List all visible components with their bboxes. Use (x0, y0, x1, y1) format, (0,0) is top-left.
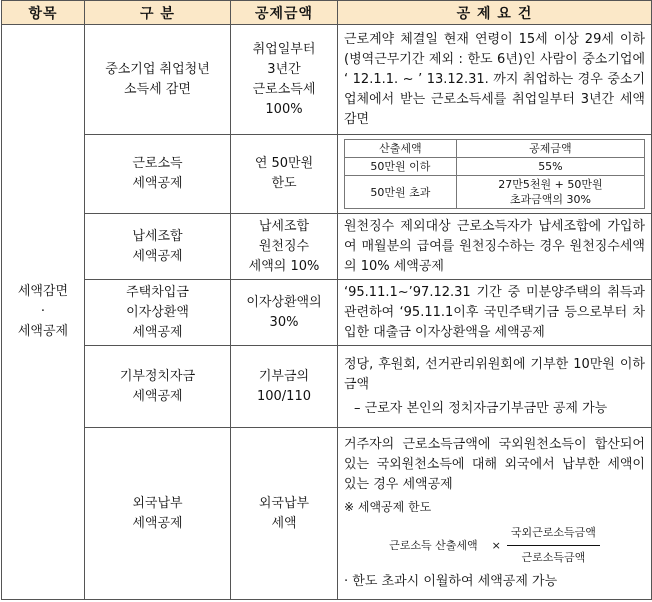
amount-line: 외국납부 (258, 495, 310, 511)
category-cell (85, 214, 231, 280)
subtable-cell (456, 176, 644, 209)
formula-denominator: 근로소득금액 (521, 551, 586, 564)
requirements-cell: ‘95.11.1~’97.12.31 기간 중 미분양주택의 취득과 관련하여 ‘95.11.1이후 국민주택기금 등으로부터 차입한 대출금 이자상환액을 세액공제 (338, 280, 652, 346)
amount-line: 한도 (271, 176, 297, 191)
category-line: 세액공제 (132, 515, 183, 531)
category-line: 세액공제 (132, 176, 183, 191)
subtable-header (345, 140, 645, 158)
category-cell (85, 280, 231, 346)
table-row (2, 135, 652, 214)
header-row (2, 1, 652, 25)
amount-line: 30% (269, 314, 299, 330)
category-line: 기부정치자금 (119, 368, 196, 384)
category-cell (85, 346, 231, 428)
amount-cell (231, 346, 338, 428)
amount-line: 취업일부터 (252, 41, 316, 57)
table-row (2, 346, 652, 428)
subtable-cell: 50만원 이하 (345, 158, 457, 176)
table-row (2, 280, 652, 346)
subtable-head-deduction: 공제금액 (456, 140, 644, 158)
requirements-text: 거주자의 근로소득금액에 국외원천소득이 합산되어 있는 국외원천소득에 대해 외국에서 납부한 세액이 있는 경우 세액공제 (344, 437, 645, 492)
subtable-head-tax: 산출세액 (345, 140, 457, 158)
tax-credit-table (1, 0, 652, 600)
requirements-cell: 원천징수 제외대상 근로소득자가 납세조합에 가입하여 매월분의 급여를 원천징수하는 경우 원천징수세액의 10% 세액공제 (338, 214, 652, 280)
table-row (2, 214, 652, 280)
requirements-cell: 근로계약 체결일 현재 연령이 15세 이상 29세 이하(병역근무기간 제외 : 한도 6년)인 사람이 중소기업에 ‘ 12.1.1. ~ ’ 13.12.31. 까지 취업하는 경우 중소기업체에서 받는 근로소득세를 취업일부터 3년간 세액감면 (338, 25, 652, 135)
amount-line: 세액 (271, 515, 297, 531)
formula-times: × (491, 538, 501, 552)
header-item: 항목 (2, 1, 85, 25)
subtable-cell: 55% (456, 158, 644, 176)
requirements-cell (338, 428, 652, 600)
category-line: 세액공제 (132, 388, 183, 404)
amount-cell (231, 214, 338, 280)
formula-numerator: 국외근로소득금액 (507, 523, 600, 546)
amount-cell (231, 428, 338, 600)
subtable-row (345, 176, 645, 209)
subtable-line: 초과금액의 30% (509, 193, 591, 206)
amount-line: 세액의 10% (248, 258, 320, 274)
subtable-row (345, 158, 645, 176)
limit-title: ※ 세액공제 한도 (344, 500, 432, 514)
requirements-note: – 근로자 본인의 정치자금기부금만 공제 가능 (354, 400, 608, 416)
table-row (2, 428, 652, 600)
table-row (2, 25, 652, 135)
amount-cell (231, 135, 338, 214)
category-line: 근로소득 (132, 156, 183, 171)
amount-line: 근로소득세 (252, 81, 316, 97)
category-line: 세액공제 (132, 324, 183, 340)
amount-line: 3년간 (267, 61, 301, 77)
amount-line: 기부금의 (258, 368, 310, 384)
category-line: 중소기업 취업청년 (105, 61, 210, 77)
category-line: 주택차입금 (126, 284, 189, 300)
category-cell (85, 25, 231, 135)
formula-left: 근로소득 산출세액 (389, 538, 478, 552)
amount-line: 100/110 (256, 388, 311, 404)
formula-fraction (507, 523, 600, 568)
header-amount: 공제금액 (231, 1, 338, 25)
category-line: 소득세 감면 (124, 81, 191, 97)
item-label-line2: · (40, 304, 46, 319)
header-requirements: 공 제 요 건 (338, 1, 652, 25)
category-line: 납세조합 (132, 228, 183, 244)
amount-line: 이자상환액의 (246, 294, 322, 310)
requirements-text: 정당, 후원회, 선거관리위원회에 기부한 10만원 이하 금액 (344, 356, 645, 392)
category-cell (85, 428, 231, 600)
header-category: 구 분 (85, 1, 231, 25)
category-cell (85, 135, 231, 214)
requirements-cell (338, 135, 652, 214)
amount-line: 연 50만원 (254, 156, 314, 171)
amount-cell (231, 280, 338, 346)
amount-cell (231, 25, 338, 135)
limit-formula (344, 523, 645, 568)
amount-line: 원천징수 (258, 238, 310, 254)
item-label-line3: 세액공제 (17, 324, 69, 339)
category-line: 세액공제 (132, 248, 183, 264)
item-label-line1: 세액감면 (17, 284, 69, 299)
deduction-subtable (344, 139, 645, 209)
amount-line: 100% (265, 101, 303, 117)
category-line: 외국납부 (132, 495, 183, 511)
subtable-cell: 50만원 초과 (345, 176, 457, 209)
requirements-note: · 한도 초과시 이월하여 세액공제 가능 (344, 574, 558, 589)
requirements-cell (338, 346, 652, 428)
category-line: 이자상환액 (126, 304, 189, 320)
subtable-line: 27만5천원 + 50만원 (498, 178, 603, 191)
amount-line: 납세조합 (258, 218, 310, 234)
item-cell (2, 25, 85, 600)
